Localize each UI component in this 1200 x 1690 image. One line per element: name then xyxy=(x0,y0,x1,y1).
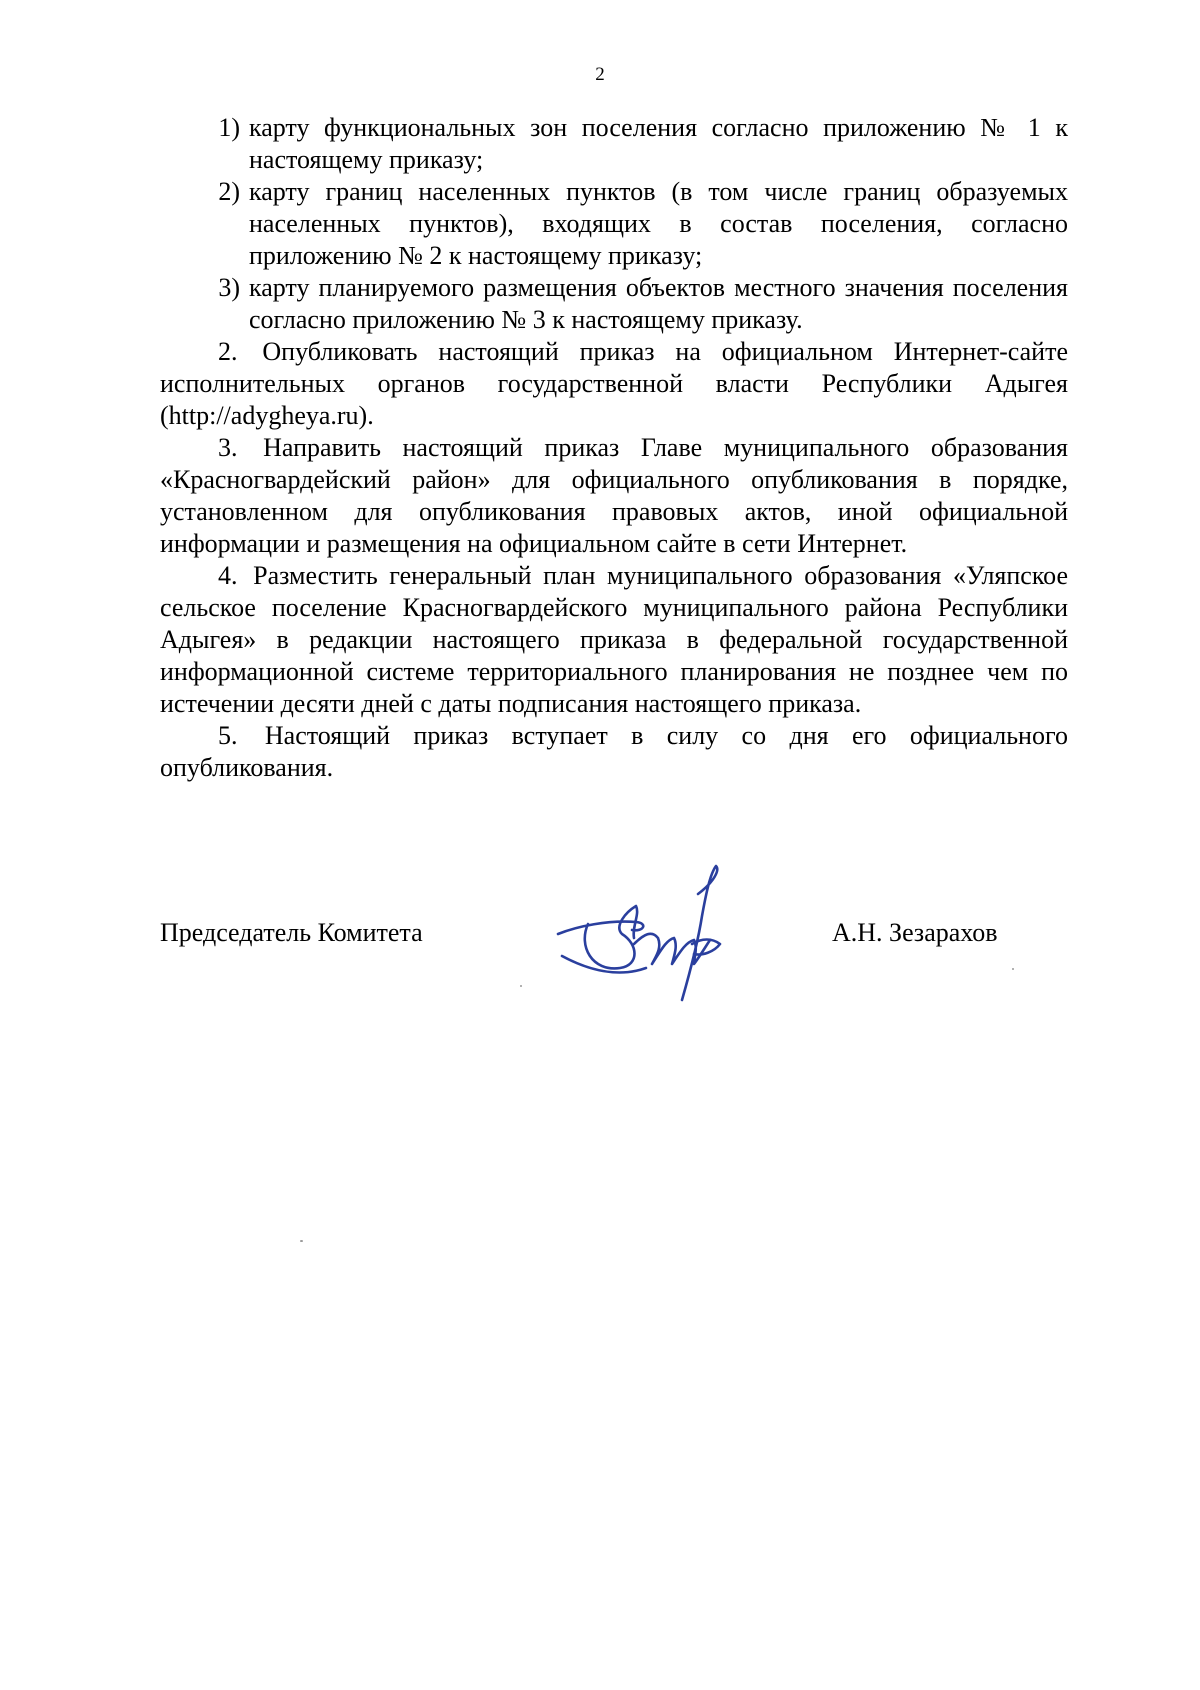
paragraph-place-plan xyxy=(160,560,1068,720)
paragraph-number: 5. xyxy=(218,721,238,750)
paragraph-number: 3. xyxy=(218,433,238,462)
list-item-text: карту функциональных зон поселения согласно приложению № 1 к настоящему приказу; xyxy=(249,113,1068,174)
signer-title: Председатель Комитета xyxy=(160,918,423,947)
paragraph-text: Настоящий приказ вступает в силу со дня его официального опубликования. xyxy=(160,721,1068,782)
page-number: 2 xyxy=(595,64,605,85)
handwritten-signature xyxy=(548,860,768,1010)
list-item-text: карту планируемого размещения объектов местного значения поселения согласно приложению № 3 к настоящему приказу. xyxy=(249,273,1068,334)
scan-speck xyxy=(520,985,522,987)
paragraph-send-to-head xyxy=(160,432,1068,560)
paragraph-number: 2. xyxy=(218,337,238,366)
list-item xyxy=(160,272,1068,336)
paragraph-text: Направить настоящий приказ Главе муниципального образования «Красногвардейский район» для официального опубликования в порядке, установленном для опубликования правовых актов, иной официальной информации и размещения на официальном сайте в сети Интернет. xyxy=(160,433,1069,558)
list-item xyxy=(160,112,1068,176)
scan-speck xyxy=(300,1240,303,1242)
scan-speck xyxy=(1012,968,1014,970)
paragraph-text: Разместить генеральный план муниципального образования «Уляпское сельское поселение Красногвардейского муниципального района Республики Адыгея» в редакции настоящего приказа в федеральной государственной информационной системе территориального планирования не позднее чем по истечении десяти дней с даты подписания настоящего приказа. xyxy=(160,561,1068,718)
paragraph-text: Опубликовать настоящий приказ на официальном Интернет-сайте исполнительных органов государственной власти Республики Адыгея (http://adygheya.ru). xyxy=(160,337,1068,430)
list-item-text: карту границ населенных пунктов (в том числе границ образуемых населенных пунктов), входящих в состав поселения, согласно приложению № 2 к настоящему приказу; xyxy=(249,177,1068,270)
list-item-number: 2) xyxy=(218,177,240,206)
list-item-number: 1) xyxy=(218,113,240,142)
list-item xyxy=(160,176,1068,272)
signer-name: А.Н. Зезарахов xyxy=(832,918,998,947)
paragraph-publish-site xyxy=(160,336,1068,432)
paragraph-number: 4. xyxy=(218,561,238,590)
paragraph-effective xyxy=(160,720,1068,784)
document-body xyxy=(160,112,1068,784)
list-item-number: 3) xyxy=(218,273,240,302)
